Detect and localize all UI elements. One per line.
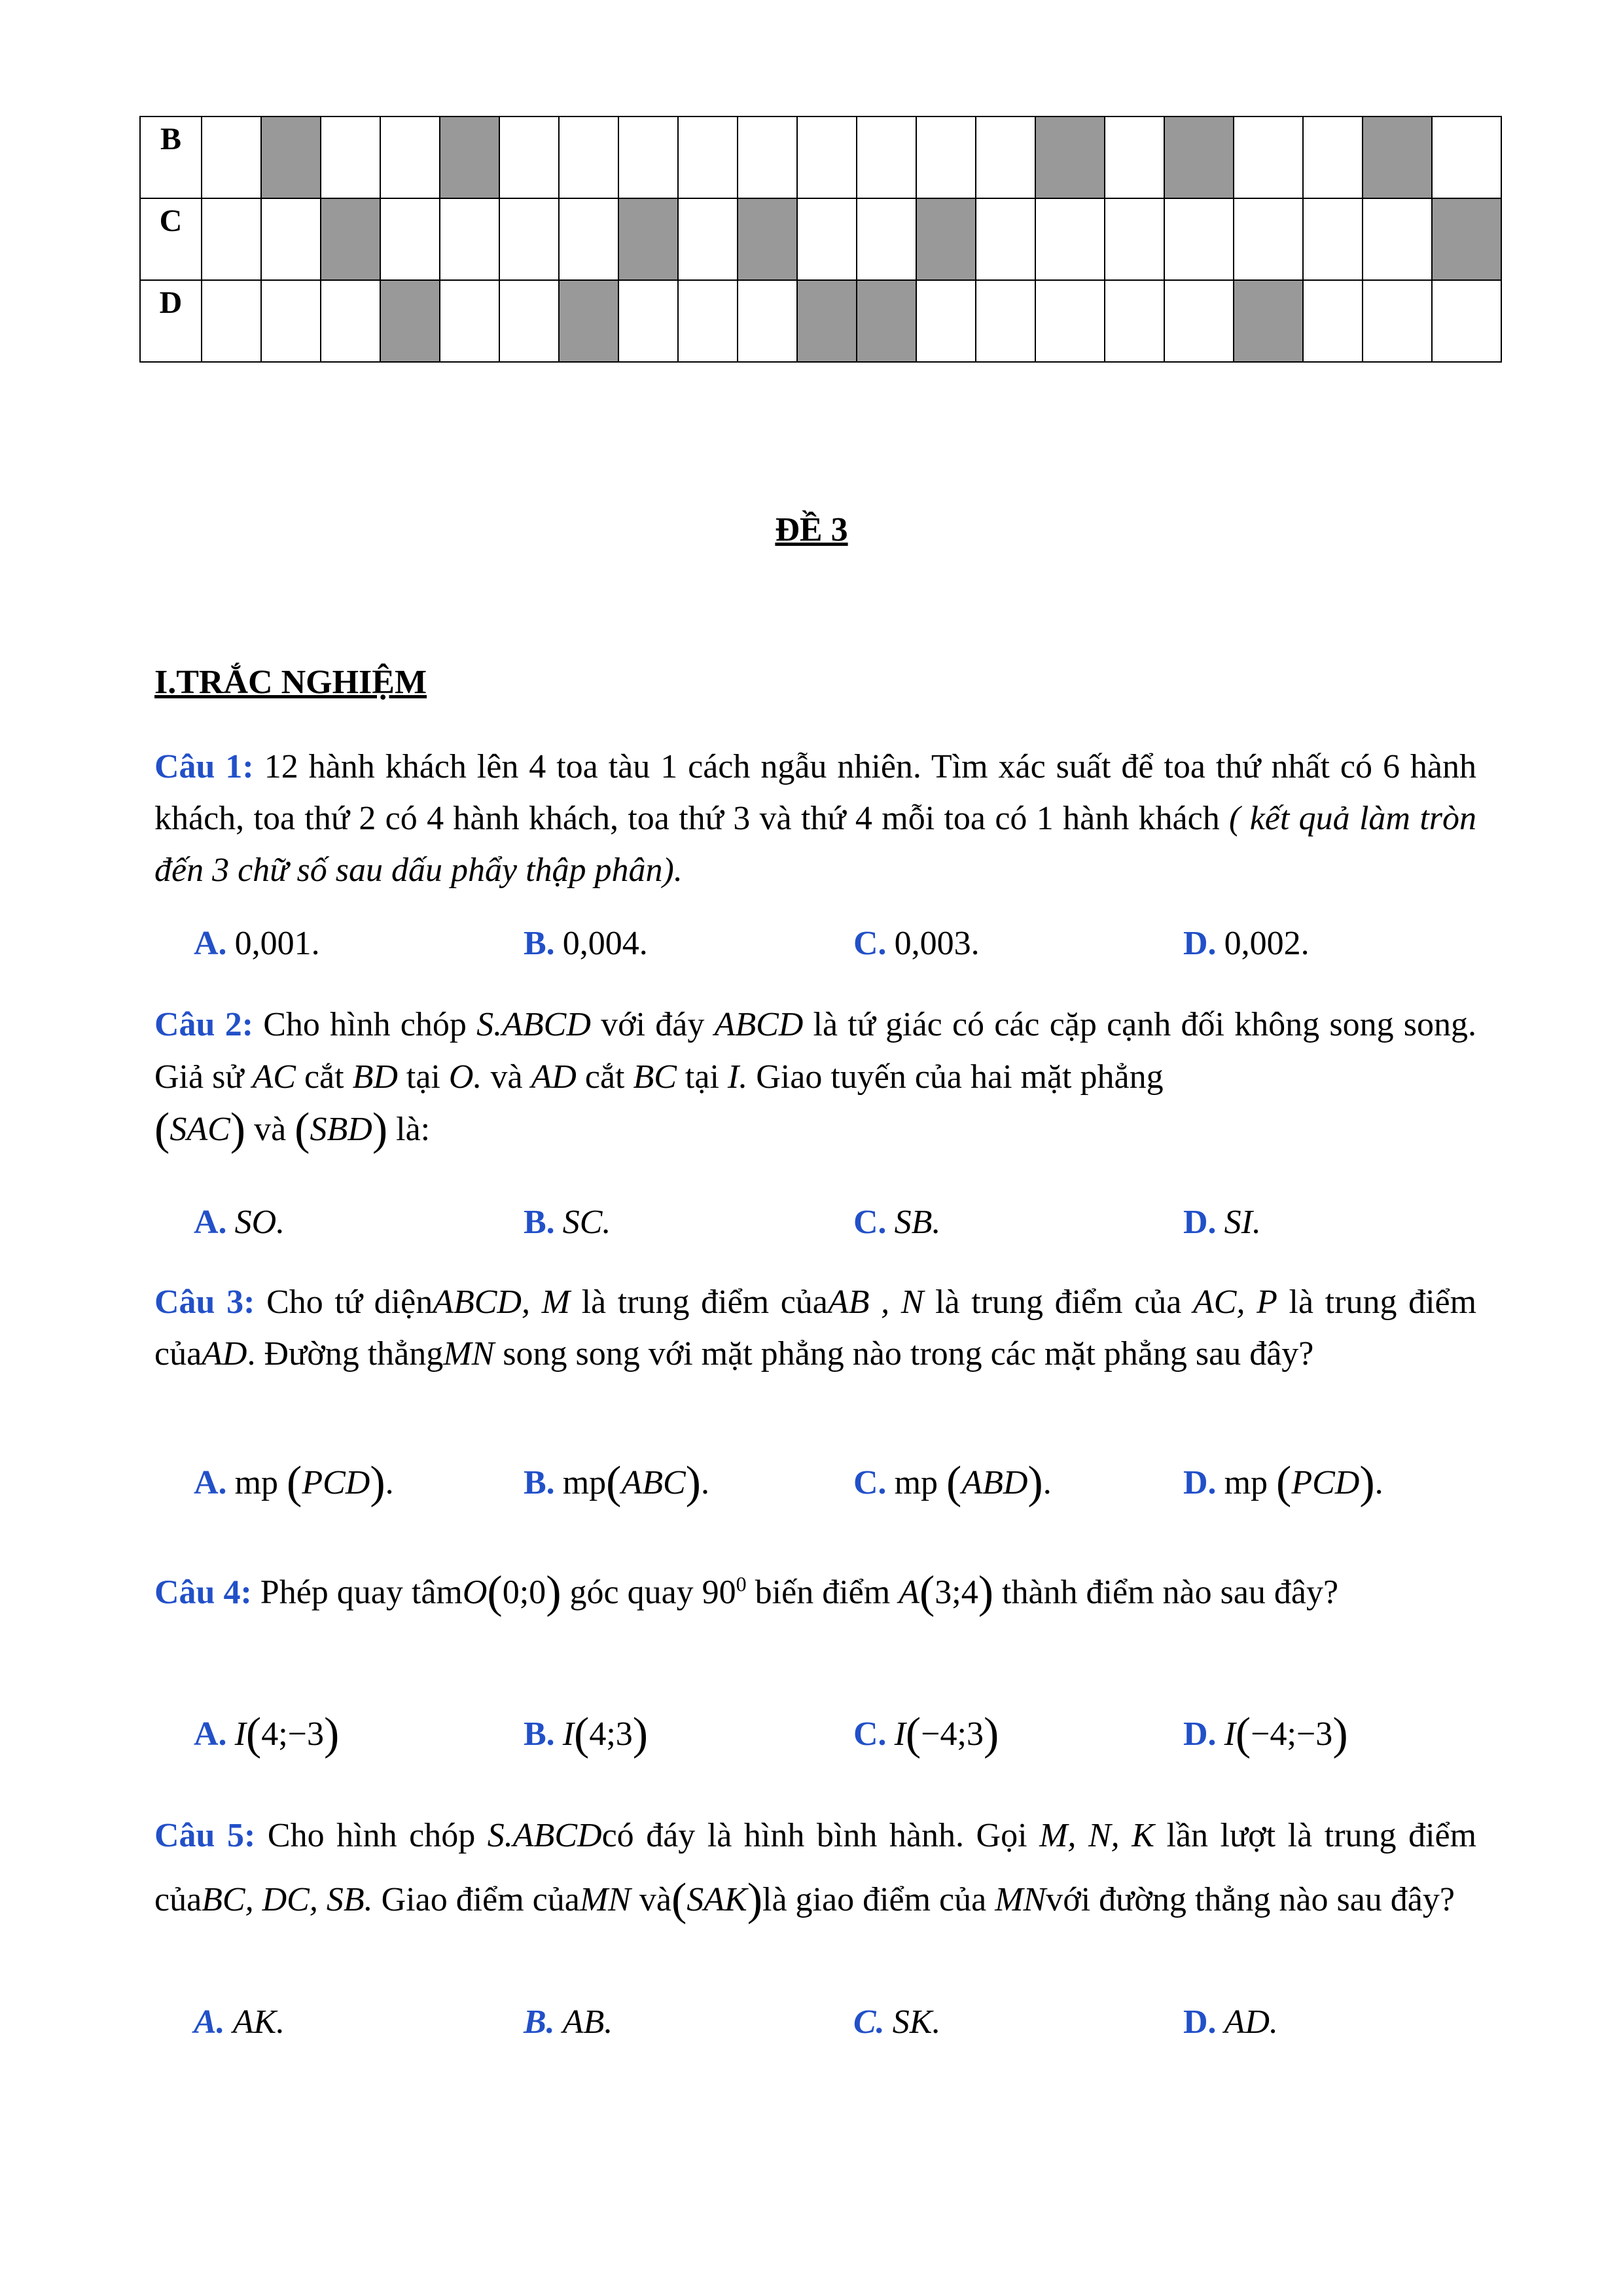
answer-cell-filled <box>1164 117 1234 198</box>
answer-cell <box>1234 198 1303 280</box>
answer-row-d <box>140 280 1501 362</box>
question-1 <box>154 741 1476 896</box>
answer-cell-filled <box>1234 280 1303 362</box>
answer-cell <box>499 280 559 362</box>
option-a[interactable]: A. SO. <box>194 1204 285 1241</box>
answer-cell <box>499 198 559 280</box>
option-a[interactable]: A. 0,001. <box>194 925 320 962</box>
option-a[interactable]: A. mp (PCD). <box>194 1458 394 1508</box>
option-d[interactable]: D. AD. <box>1183 2003 1278 2041</box>
question-3-options <box>0 1457 1623 1516</box>
answer-cell-filled <box>261 117 321 198</box>
answer-cell-filled <box>1432 198 1501 280</box>
answer-cell <box>678 117 738 198</box>
answer-cell <box>738 117 797 198</box>
question-4-options <box>0 1708 1623 1767</box>
question-label: Câu 1: <box>154 748 254 785</box>
answer-cell <box>1234 117 1303 198</box>
answer-row-b <box>140 117 1501 198</box>
answer-cell <box>321 117 380 198</box>
row-letter: B <box>140 117 202 198</box>
answer-cell <box>1303 117 1363 198</box>
answer-row-c <box>140 198 1501 280</box>
question-2: Câu 2: Cho hình chóp S.ABCD với đáy ABCD là tứ giác có các cặp cạnh đối không song song. Giả sử AC cắt BD tại O. và AD cắt BC tại I. Giao tuyến của hai mặt phẳng (SAC) và (SBD) là: <box>154 1006 1477 1155</box>
answer-cell <box>857 117 916 198</box>
answer-table <box>139 116 1502 363</box>
option-c[interactable]: C. SK. <box>853 2003 941 2041</box>
option-a[interactable]: A. I(4;−3) <box>194 1709 340 1759</box>
option-c[interactable]: C. 0,003. <box>853 925 980 962</box>
answer-cell <box>202 280 261 362</box>
question-note: ( kết quả làm tròn đến 3 chữ số sau dấu phẩy thập phân). <box>154 800 1477 889</box>
answer-cell <box>321 280 380 362</box>
question-5-options <box>0 2003 1623 2062</box>
answer-cell <box>1363 280 1432 362</box>
answer-cell <box>261 280 321 362</box>
option-a[interactable]: A. AK. <box>194 2003 285 2041</box>
section-heading: I.TRẮC NGHIỆM <box>154 664 427 701</box>
answer-cell <box>976 198 1035 280</box>
option-c[interactable]: C. mp (ABD). <box>853 1458 1052 1508</box>
answer-cell <box>202 198 261 280</box>
option-d[interactable]: D. mp (PCD). <box>1183 1458 1383 1508</box>
answer-cell <box>678 198 738 280</box>
question-label: Câu 2: <box>154 1006 254 1043</box>
option-b[interactable]: B. SC. <box>524 1204 611 1241</box>
question-label: Câu 5: <box>154 1817 256 1854</box>
answer-cell-filled <box>1035 117 1105 198</box>
answer-cell <box>857 198 916 280</box>
answer-cell <box>1363 198 1432 280</box>
option-b[interactable]: B. AB. <box>524 2003 613 2041</box>
answer-cell <box>976 117 1035 198</box>
answer-cell <box>916 280 976 362</box>
question-text: 12 hành khách lên 4 toa tàu 1 cách ngẫu nhiên. Tìm xác suất để toa thứ nhất có 6 hành khách, toa thứ 2 có 4 hành khách, toa thứ 3 và thứ 4 mỗi toa có 1 hành khách <box>154 748 1476 837</box>
answer-cell <box>1035 280 1105 362</box>
answer-cell <box>499 117 559 198</box>
answer-cell <box>1303 280 1363 362</box>
answer-cell <box>618 117 678 198</box>
answer-cell <box>380 198 440 280</box>
answer-cell <box>202 117 261 198</box>
option-b[interactable]: B. mp(ABC). <box>524 1458 709 1508</box>
option-d[interactable]: D. I(−4;−3) <box>1183 1709 1348 1759</box>
question-label: Câu 3: <box>154 1283 255 1321</box>
answer-cell <box>440 280 499 362</box>
answer-cell <box>559 117 618 198</box>
answer-cell-filled <box>797 280 857 362</box>
answer-cell <box>1105 280 1164 362</box>
answer-cell-filled <box>1363 117 1432 198</box>
answer-cell <box>440 198 499 280</box>
question-2-options <box>0 1203 1623 1262</box>
option-c[interactable]: C. SB. <box>853 1204 941 1241</box>
answer-cell-filled <box>857 280 916 362</box>
answer-cell <box>916 117 976 198</box>
option-b[interactable]: B. 0,004. <box>524 925 648 962</box>
answer-cell <box>976 280 1035 362</box>
question-3: Câu 3: Cho tứ diệnABCD, M là trung điểm củaAB , N là trung điểm của AC, P là trung điểm củaAD. Đường thẳngMN song song với mặt phẳng nào trong các mặt phẳng sau đây? <box>154 1283 1477 1372</box>
question-5: Câu 5: Cho hình chóp S.ABCDcó đáy là hình bình hành. Gọi M, N, K lần lượt là trung điểm củaBC, DC, SB. Giao điểm củaMN và(SAK)là giao điểm của MNvới đường thẳng nào sau đây? <box>154 1817 1477 1925</box>
option-c[interactable]: C. I(−4;3) <box>853 1709 999 1759</box>
answer-cell <box>559 198 618 280</box>
exam-title: ĐỀ 3 <box>775 511 848 548</box>
answer-cell <box>1432 117 1501 198</box>
option-d[interactable]: D. SI. <box>1183 1204 1261 1241</box>
answer-cell-filled <box>618 198 678 280</box>
answer-cell <box>678 280 738 362</box>
answer-cell <box>1105 198 1164 280</box>
answer-cell <box>1164 280 1234 362</box>
answer-cell <box>618 280 678 362</box>
answer-cell <box>1035 198 1105 280</box>
answer-cell <box>1105 117 1164 198</box>
question-label: Câu 4: <box>154 1573 252 1611</box>
answer-cell <box>738 280 797 362</box>
option-b[interactable]: B. I(4;3) <box>524 1709 649 1759</box>
row-letter: D <box>140 280 202 362</box>
answer-cell <box>261 198 321 280</box>
answer-cell-filled <box>559 280 618 362</box>
answer-cell <box>380 117 440 198</box>
answer-cell <box>797 198 857 280</box>
answer-cell-filled <box>916 198 976 280</box>
answer-cell-filled <box>440 117 499 198</box>
answer-cell-filled <box>738 198 797 280</box>
question-1-options <box>0 924 1623 983</box>
row-letter: C <box>140 198 202 280</box>
answer-cell <box>1432 280 1501 362</box>
answer-cell <box>1164 198 1234 280</box>
answer-cell <box>797 117 857 198</box>
answer-cell <box>1303 198 1363 280</box>
answer-cell-filled <box>321 198 380 280</box>
answer-cell-filled <box>380 280 440 362</box>
question-4: Câu 4: Phép quay tâmO(0;0) góc quay $90^0$ biến điểm A(3;4) thành điểm nào sau đây? <box>154 1567 1339 1618</box>
option-d[interactable]: D. 0,002. <box>1183 925 1310 962</box>
